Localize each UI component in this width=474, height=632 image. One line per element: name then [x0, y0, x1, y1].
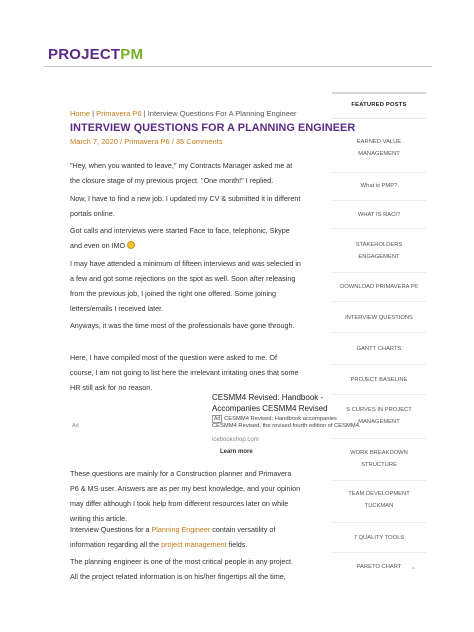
sidebar-item-label: GANTT CHARTS — [356, 346, 402, 352]
sidebar-item-label: PARETO CHART — [356, 564, 402, 570]
sidebar-heading: FEATURED POSTS — [351, 102, 407, 108]
sidebar-item-label: WHAT IS RACI? — [357, 212, 401, 218]
sidebar-separator — [332, 438, 426, 439]
site-header — [0, 0, 474, 68]
sidebar-item-label: MANAGEMENT — [358, 151, 400, 157]
sidebar-item-download-primavera-p6[interactable] — [332, 281, 426, 293]
sidebar-item-label: MANAGEMENT — [358, 419, 400, 425]
smile-emoji-icon — [127, 241, 135, 249]
sidebar-item-label: TEAM DEVELOPMENT — [348, 491, 410, 497]
ad-url[interactable]: icebookshop.com — [212, 437, 259, 443]
sidebar-separator — [332, 364, 426, 365]
sidebar-item-7-quality-tools[interactable] — [332, 532, 426, 544]
page-title: INTERVIEW QUESTIONS FOR A PLANNING ENGINEER — [70, 122, 356, 134]
sidebar-item-label: PROJECT BASELINE — [350, 377, 408, 383]
sidebar-item-label: STRUCTURE — [361, 462, 397, 468]
sidebar-item-work-breakdown-structure[interactable] — [332, 447, 426, 471]
breadcrumb-category-link[interactable]: Primavera P6 — [96, 109, 142, 118]
post-meta[interactable]: March 7, 2020 / Primavera P6 / 35 Comments — [70, 137, 223, 146]
breadcrumb-separator: | — [141, 109, 148, 118]
sidebar-separator — [332, 272, 426, 273]
ad-description-text: CESMM4 Revised: Handbook accompanies CESMM4 Revised, the revised fourth edition of CESMM4. — [212, 416, 361, 429]
sidebar-item-project-baseline[interactable] — [332, 374, 426, 386]
sidebar-separator — [332, 394, 426, 395]
article-paragraph: These questions are mainly for a Construction planner and Primavera P6 & MS user. Answers are as per my best knowledge, and your opinion may differ although I took help from different resources later on while writing this article. — [70, 469, 301, 523]
sidebar-separator — [332, 301, 426, 302]
ad-learn-more-button[interactable]: Learn more — [220, 449, 253, 455]
sidebar-item-gantt-charts[interactable] — [332, 343, 426, 355]
paragraph-text: contain versatility of information regarding all the — [70, 525, 276, 549]
article-paragraph: The planning engineer is one of the most critical people in any project. All the project related information is on his/her fingertips all the time, — [70, 557, 293, 581]
article-paragraph: Anyways, it was the time most of the professionals have gone through. — [70, 321, 295, 330]
sidebar-item-label: ENGAGEMENT — [358, 254, 400, 260]
sidebar-separator — [332, 522, 426, 523]
sidebar-top-divider — [332, 92, 426, 94]
logo-text-pm: PM — [120, 46, 144, 63]
breadcrumb-current: Interview Questions For A Planning Engineer — [147, 109, 297, 118]
scroll-to-top-chevron-up-icon[interactable]: ⌃ — [410, 566, 417, 575]
sidebar-item-team-development-tuckman[interactable] — [332, 488, 426, 512]
article-paragraph: Now, I have to find a new job. I updated my CV & submitted it in different portals online. — [70, 194, 301, 218]
sidebar-item-stakeholders-engagement[interactable] — [332, 239, 426, 263]
sidebar-item-label: 7 QUALITY TOOLS — [353, 535, 405, 541]
breadcrumb-separator: | — [90, 109, 97, 118]
article-paragraph: "Hey, when you wanted to leave," my Contracts Manager asked me at the closure stage of my previous project. "One month!" I replied. — [70, 161, 293, 185]
sidebar-separator — [332, 200, 426, 201]
sidebar-item-label: TUCKMAN — [364, 503, 394, 509]
article-paragraph: Here, I have compiled most of the question were asked to me. Of course, I am not going to list here the irrelevant irritating ones that some HR still ask for no reason. — [70, 353, 299, 392]
breadcrumb-home-link[interactable]: Home — [70, 109, 91, 118]
advertisement[interactable] — [70, 392, 361, 457]
sidebar-item-earned-value-management[interactable] — [332, 136, 426, 160]
article-paragraph — [70, 223, 302, 253]
paragraph-text: Got calls and interviews were started Face to face, telephonic, Skype and even on IMO — [70, 226, 290, 250]
sidebar-item-what-is-pmp[interactable] — [332, 180, 426, 192]
sidebar-item-label: INTERVIEW QUESTIONS — [345, 315, 413, 321]
sidebar-item-s-curves[interactable] — [332, 404, 426, 428]
sidebar-separator — [332, 332, 426, 333]
sidebar-item-label: DOWNLOAD PRIMAVERA P6 — [340, 284, 418, 290]
paragraph-text: Interview Questions for a — [70, 525, 152, 534]
sidebar-separator — [332, 480, 426, 481]
site-logo[interactable] — [48, 46, 143, 63]
sidebar-item-label: S CURVES IN PROJECT — [346, 407, 412, 413]
sidebar-separator — [332, 228, 426, 229]
article-paragraph: I may have attended a minimum of fifteen interviews and was selected in a few and got some rejections on the spot as well. Soon after releasing from the previous job, I joined the right one offered. Some joining letters/emails I received later. — [70, 259, 301, 313]
sidebar-item-label: STAKEHOLDERS — [355, 242, 403, 248]
ad-badge: Ad — [214, 416, 221, 422]
sidebar-heading-divider — [332, 118, 426, 119]
sidebar-item-what-is-raci[interactable] — [332, 209, 426, 221]
planning-engineer-link[interactable]: Planning Engineer — [151, 525, 211, 534]
project-management-link[interactable]: project management — [161, 540, 227, 549]
breadcrumb — [70, 108, 300, 119]
sidebar-item-label: WORK BREAKDOWN — [350, 450, 408, 456]
header-divider — [44, 66, 432, 67]
ad-label: Ad — [72, 423, 79, 429]
logo-text-project: PROJECT — [48, 46, 121, 63]
article-paragraph — [70, 522, 302, 552]
sidebar-separator — [332, 552, 426, 553]
ad-title[interactable]: CESMM4 Revised: Handbook - Accompanies CESMM4 Revised — [212, 393, 328, 413]
sidebar-separator — [332, 172, 426, 173]
sidebar-item-label: What is PMP? — [360, 183, 398, 189]
paragraph-text: fields. — [226, 540, 248, 549]
sidebar-item-label: EARNED VALUE — [356, 139, 402, 145]
sidebar-item-interview-questions[interactable] — [332, 312, 426, 324]
